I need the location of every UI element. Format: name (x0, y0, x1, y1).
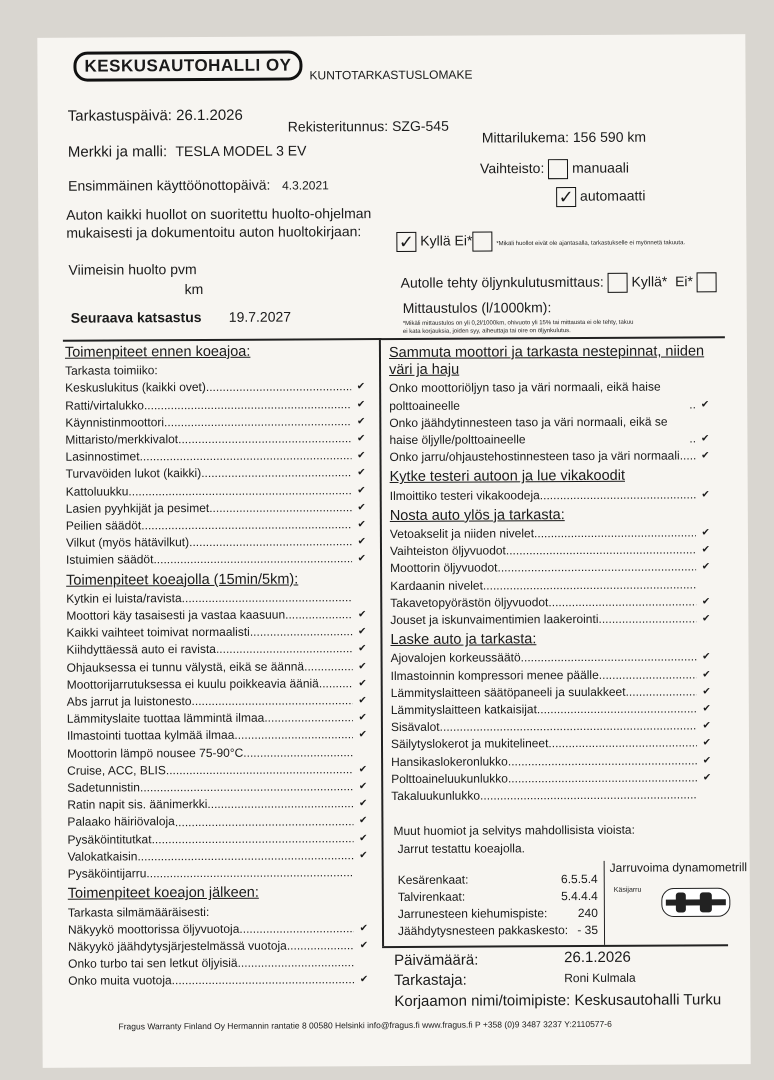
manual-label: manuaali (572, 159, 629, 176)
checklist-item (67, 675, 367, 694)
check-mark: ✔ (359, 922, 369, 934)
check-mark: ✔ (359, 940, 369, 952)
first-use-value: 4.3.2021 (282, 178, 329, 193)
checklist-item (68, 971, 368, 990)
checklist-item (67, 692, 367, 711)
check-mark: ✔ (358, 626, 367, 638)
checklist-item (389, 448, 709, 467)
checklist-item (65, 396, 365, 415)
tyre-value: - 35 (577, 922, 599, 938)
item-label: Lämmityslaitteen säätöpaneeli ja suulakkeet (390, 684, 626, 700)
checklist-item (390, 524, 710, 543)
remarks-label: Muut huomiot ja selvitys mahdollisista vioista: (393, 822, 635, 839)
checklist-item (391, 700, 711, 719)
checklist-item (67, 744, 367, 763)
dot-leader (508, 752, 697, 770)
shop-label: Korjaamon nimi/toimipiste: (394, 992, 571, 1011)
item-label: Pysäköintitutkat (67, 831, 152, 847)
item-label: Ilmastoinnin kompressori menee päälle (390, 667, 599, 683)
item-label: Mittaristo/merkkivalot (65, 432, 179, 447)
checklist-item (66, 499, 366, 518)
item-label: Näkyykö moottorissa öljyvuotoja (67, 921, 240, 937)
dot-leader (166, 761, 353, 779)
check-mark: ✔ (702, 737, 712, 749)
next-inspection-label: Seuraava katsastus (70, 309, 202, 326)
dot-leader (137, 847, 353, 865)
dot-leader (440, 718, 697, 737)
checklist-item (391, 769, 711, 788)
item-label: Ratin napit sis. äänimerkki (67, 797, 208, 812)
section-title: Nosta auto ylös ja tarkasta: (389, 506, 565, 524)
dot-leader (189, 533, 352, 551)
item-label: Onko moottoriöljyn taso ja väri normaali, eikä haise polttoaineelle (389, 380, 661, 413)
check-mark: ✔ (701, 450, 710, 462)
brake-divider (604, 861, 605, 945)
dot-leader (540, 486, 696, 504)
last-service-label: Viimeisin huolto pvm (68, 261, 197, 278)
checklist-item (66, 589, 366, 608)
check-mark: ✔ (358, 643, 367, 655)
check-mark: ✔ (357, 467, 366, 479)
dot-leader (164, 413, 351, 431)
item-label: Pysäköintijarru (67, 866, 147, 881)
manual-checkbox[interactable] (548, 159, 568, 179)
oil-no-checkbox[interactable] (697, 272, 717, 292)
item-label: Palaako häiriövaloja (67, 814, 175, 830)
section-subtitle: Tarkasta toimiiko: (65, 363, 158, 378)
dot-leader (216, 641, 353, 659)
item-label: Sadetunnistin (67, 780, 141, 795)
check-mark: ✔ (702, 720, 711, 732)
dot-leader (626, 683, 697, 701)
item-label: Ohjauksessa ei tunnu välystä, eikä se äännä (66, 659, 305, 675)
checklist-item (66, 606, 366, 625)
section-title: Laske auto ja tarkasta: (390, 631, 537, 649)
service-yes-checkbox[interactable]: ✓ (396, 232, 416, 252)
checklist-item (65, 430, 365, 449)
item-label: Abs jarrut ja luistonesto (66, 694, 192, 709)
check-mark: ✔ (359, 974, 369, 986)
checklist-item (65, 379, 365, 398)
section-title: Sammuta moottori ja tarkasta nestepinnat, niiden väri ja haju (388, 343, 705, 379)
item-label: Vetoakselit ja niiden nivelet (389, 526, 535, 542)
make-value: TESLA MODEL 3 EV (175, 142, 307, 160)
checklist-item (67, 727, 367, 746)
checklist-item (391, 666, 711, 685)
check-mark: ✔ (702, 686, 711, 698)
section-subtitle: Tarkasta silmämääräisesti: (67, 904, 210, 920)
item-label: Ajovalojen korkeussäätö (390, 650, 521, 666)
checklist-item (389, 379, 709, 415)
checklist-item (66, 623, 366, 642)
check-mark: ✔ (701, 544, 711, 556)
tyre-label: Kesärenkaat: (397, 872, 469, 887)
checklist-item (389, 413, 709, 449)
service-no-label: Ei* (454, 232, 473, 249)
sign-date-label: Päivämäärä: (394, 951, 479, 970)
dot-leader (153, 551, 352, 569)
dot-leader (599, 666, 697, 684)
dot-leader (146, 864, 353, 882)
check-mark: ✔ (357, 553, 367, 565)
check-mark: ✔ (702, 703, 711, 715)
checklist-item (68, 920, 368, 939)
checklist-item (390, 486, 710, 505)
tyre-row (398, 871, 598, 889)
first-use-label: Ensimmäinen käyttöönottopäivä: (68, 176, 271, 194)
check-mark: ✔ (357, 450, 366, 462)
item-label: Käynnistinmoottori (65, 415, 165, 430)
checklist-item (390, 610, 710, 629)
dot-leader (537, 700, 697, 718)
check-mark: ✔ (358, 781, 368, 793)
dot-leader (497, 559, 696, 577)
item-label: Kytkin ei luista/ravista (66, 590, 182, 606)
item-label: Moottorin öljyvuodot (390, 560, 498, 576)
item-label: Onko muita vuotoja (68, 973, 172, 989)
tyre-info (398, 871, 598, 940)
dot-leader (534, 524, 696, 542)
oil-note: *Mikäli mittaustulos on yli 0,2l/1000km, ohivuoto yli 15% tai mittausta ei ole tehty, takuu (402, 319, 634, 327)
checklist-item (67, 709, 367, 728)
item-label: Turvavöiden lukot (kaikki) (65, 466, 202, 482)
section-title: Kytke testeri autoon ja lue vikakoodit (389, 468, 626, 486)
handbrake-label: Käsijarru (613, 886, 642, 894)
check-mark: ✔ (357, 501, 366, 514)
odometer-label: Mittarilukema: (481, 129, 570, 146)
dot-leader (234, 727, 353, 745)
checklist-item (68, 954, 368, 973)
check-mark: ✔ (701, 527, 710, 539)
make-label: Merkki ja malli: (67, 143, 168, 161)
dot-leader (506, 542, 696, 560)
check-mark: ✔ (700, 398, 710, 411)
check-mark: ✔ (700, 433, 710, 445)
item-label: Vaihteiston öljyvuodot (389, 543, 506, 559)
service-text: Auton kaikki huollot on suoritettu huolto-ohjelman (66, 205, 372, 223)
inspection-form (37, 34, 750, 1068)
dot-leader (144, 396, 351, 414)
item-label: Lasien pyyhkijät ja pesimet (65, 500, 210, 516)
next-inspection-value: 19.7.2027 (228, 308, 292, 325)
dot-leader (521, 649, 697, 667)
dot-leader (250, 623, 353, 641)
dot-leader (206, 379, 351, 397)
check-mark: ✔ (359, 832, 368, 844)
checklist-item (68, 864, 368, 883)
check-mark: ✔ (357, 609, 367, 621)
item-label: Hansikaslokeronlukko (391, 754, 508, 769)
check-mark: ✔ (356, 398, 366, 410)
dot-leader (548, 735, 697, 753)
item-label: Onko jäähdytinnesteen taso ja väri normaali, eikä se haise öljylle/polttoaineelle (389, 414, 668, 448)
dot-leader (304, 658, 353, 675)
item-label: Moottori käy tasaisesti ja vastaa kaasuun (66, 607, 286, 623)
dot-leader (172, 972, 355, 990)
checklist-item (65, 447, 365, 466)
checklist-item (391, 683, 711, 702)
dot-leader (178, 430, 351, 448)
check-mark: ✔ (358, 678, 367, 690)
checklist-item (390, 559, 710, 578)
column-divider (379, 338, 384, 946)
odometer-value: 156 590 km (572, 128, 647, 146)
item-label: Peilien säädöt (65, 518, 142, 533)
dot-leader (285, 606, 352, 624)
dot-leader (264, 709, 353, 727)
item-label: Kardaanin nivelet (390, 578, 483, 593)
dot-leader (175, 813, 354, 831)
checklist-item (391, 735, 711, 754)
dot-leader (207, 796, 353, 814)
item-label: Vilkut (myös hätävilkut) (65, 535, 190, 550)
dot-leader (140, 778, 353, 796)
checklist-item (67, 830, 367, 849)
dot-leader (201, 465, 351, 483)
item-label: Valokatkaisin (67, 849, 138, 864)
dot-leader (243, 744, 353, 762)
section-title: Toimenpiteet koeajon jälkeen: (67, 885, 259, 903)
check-mark: ✔ (701, 561, 711, 573)
checklist-item (68, 847, 368, 866)
item-label: Moottorijarrutuksessa ei kuulu poikkeavia ääniä (66, 676, 319, 692)
reg-label: Rekisteritunnus: (287, 118, 389, 135)
check-mark: ✔ (357, 484, 366, 496)
dot-leader (508, 769, 697, 787)
service-no-checkbox[interactable] (472, 231, 492, 251)
item-label: Takaluukunlukko (391, 788, 481, 804)
tyre-row (398, 922, 598, 940)
dot-leader (152, 830, 354, 848)
dot-leader (209, 499, 352, 517)
item-label: Moottorin lämpö nousee 75-90°C (67, 745, 244, 761)
divider (382, 944, 728, 947)
checklist-item (391, 718, 711, 737)
item-label: Sisävalot (390, 720, 440, 735)
gearbox-label: Vaihteisto: (479, 159, 545, 177)
dot-leader (598, 610, 696, 628)
check-mark: ✔ (358, 660, 367, 672)
section-title: Toimenpiteet ennen koeajoa: (64, 343, 251, 361)
shop-value: Keskusautohalli Turku (574, 991, 722, 1010)
checklist-item (390, 576, 710, 595)
check-mark: ✔ (701, 613, 711, 625)
oil-test-label: Autolle tehty öljynkulutusmittaus: (400, 273, 604, 291)
item-label: Onko turbo tai sen letkut öljyisiä (68, 955, 238, 971)
check-mark: ✔ (358, 695, 367, 707)
dot-leader (483, 576, 696, 594)
item-label: Keskuslukitus (kaikki ovet) (65, 380, 206, 396)
check-mark: ✔ (358, 764, 368, 776)
checklist-item (66, 533, 366, 552)
check-mark: ✔ (358, 815, 368, 827)
checklist-item (391, 752, 711, 771)
item-label: Cruise, ACC, BLIS (67, 763, 166, 778)
brake-title: Jarruvoima dynamometrill (609, 860, 748, 875)
checklist-item (68, 937, 368, 956)
checklist-item (66, 516, 366, 535)
checklist-item (390, 542, 710, 561)
oil-yes-checkbox[interactable] (608, 273, 628, 293)
date-value: 26.1.2026 (176, 106, 243, 125)
tyre-value: 240 (577, 905, 598, 921)
dot-leader (182, 589, 353, 607)
car-icon (660, 884, 732, 920)
check-mark: ✔ (359, 850, 368, 862)
footer-text: Fragus Warranty Finland Oy Hermannin rantatie 8 00580 Helsinki info@fragus.fi www.fragus.fi P +358 (0)9 3487 3237 Y:2110577-6 (118, 1018, 612, 1032)
check-mark: ✔ (702, 669, 711, 681)
left-column (65, 340, 368, 990)
dot-leader (141, 516, 352, 534)
item-label: Onko jarru/ohjaustehostinnesteen taso ja väri normaali (389, 448, 680, 465)
check-mark: ✔ (701, 596, 711, 608)
section-title: Toimenpiteet koeajolla (15min/5km): (66, 571, 299, 589)
dot-leader (239, 920, 354, 938)
check-mark: ✔ (358, 798, 368, 810)
check-mark: ✔ (356, 433, 366, 445)
checklist-item (391, 786, 711, 805)
dot-leader (238, 954, 355, 972)
tyre-label: Jäähdytysnesteen pakkaskesto: (397, 923, 569, 938)
item-label: Kaikki vaihteet toimivat normaalisti (66, 625, 250, 640)
dot-leader (548, 593, 696, 611)
item-label: Jouset ja iskunvaimentimien laakerointi (390, 611, 599, 628)
item-label: Istuimien säädöt (66, 552, 154, 568)
checklist-item (67, 658, 367, 677)
checklist-item (67, 795, 367, 814)
checklist-item (66, 482, 366, 501)
service-yes-label: Kyllä (420, 232, 451, 249)
automatic-checkbox[interactable]: ✓ (556, 187, 576, 207)
oil-no-label: Ei* (675, 273, 694, 290)
dot-leader (140, 447, 352, 465)
item-label: Lämmityslaite tuottaa lämmintä ilmaa (66, 710, 265, 726)
dot-leader (319, 675, 353, 692)
dot-leader (287, 937, 354, 955)
oil-yes-label: Kyllä* (631, 273, 668, 290)
item-label: Lasinnostimet (65, 449, 140, 464)
last-service-km: km (184, 280, 204, 298)
check-mark: ✔ (356, 415, 366, 428)
item-label: Ratti/virtalukko (65, 397, 144, 413)
item-label: Säilytyslokerot ja mukitelineet (390, 736, 549, 752)
tyre-label: Jarrunesteen kiehumispiste: (397, 906, 548, 921)
oil-result-label: Mittaustulos (l/1000km): (402, 299, 552, 316)
tyre-row (398, 905, 598, 923)
checklist-item (391, 649, 711, 668)
item-label: Polttoaineluukunlukko (391, 771, 508, 786)
check-mark: ✔ (701, 488, 710, 501)
check-mark: ✔ (702, 772, 712, 784)
date-label: Tarkastuspäivä: (67, 107, 172, 125)
checklist-item (66, 465, 366, 484)
sign-date-value: 26.1.2026 (564, 948, 631, 967)
company-logo: KESKUSAUTOHALLI OY (73, 50, 302, 81)
inspector-label: Tarkastaja: (394, 971, 467, 990)
checklist-item (65, 413, 365, 432)
checklist-item (66, 641, 366, 660)
dot-leader (128, 482, 351, 500)
service-note: *Mikäli huollot eivät ole ajantasalla, tarkastukselle ei myönnetä takuuta. (496, 240, 686, 248)
service-text-2: mukaisesti ja dokumentoitu auton huoltokirjaan: (66, 223, 362, 241)
remarks-value: Jarrut testattu koeajolla. (397, 841, 526, 856)
check-mark: ✔ (358, 729, 367, 741)
item-label: Kattoluukku (65, 484, 129, 499)
item-label: Ilmastointi tuottaa kylmää ilmaa (66, 728, 235, 744)
tyre-row (398, 888, 598, 906)
check-mark: ✔ (702, 651, 711, 663)
check-mark: ✔ (356, 381, 366, 393)
item-label: Lämmityslaitteen katkaisijat (390, 702, 537, 718)
checklist-item (67, 761, 367, 780)
checklist-item (67, 778, 367, 797)
checklist-item (67, 813, 367, 832)
checklist-item (66, 551, 366, 570)
checklist-item (390, 593, 710, 612)
dot-leader (191, 692, 352, 710)
form-title: KUNTOTARKASTUSLOMAKE (309, 67, 473, 83)
check-mark: ✔ (702, 755, 712, 767)
check-mark: ✔ (358, 712, 367, 724)
dot-leader (480, 787, 697, 805)
tyre-value: 5.4.4.4 (561, 888, 598, 904)
right-column (389, 340, 711, 805)
tyre-value: 6.5.5.4 (560, 871, 598, 887)
inspector-value: Roni Kulmala (564, 970, 636, 986)
check-mark: ✔ (357, 536, 366, 548)
tyre-label: Talvirenkaat: (397, 889, 466, 904)
item-label: Takavetopyörästön öljyvuodot (390, 595, 549, 610)
check-mark: ✔ (357, 519, 366, 531)
oil-note-2: ei kata korjauksia, joiden syy, aiheuttaja tai oire on öljynkulutus. (402, 328, 571, 335)
item-label: Ilmoittiko testeri vikakoodeja (389, 487, 540, 503)
item-label: Näkyykö jäähdytysjärjestelmässä vuotoja (68, 938, 287, 954)
dot-leader (680, 448, 696, 465)
automatic-label: automaatti (579, 187, 646, 204)
item-label: Kiihdyttäessä auto ei ravista (66, 642, 216, 658)
reg-value: SZG-545 (392, 117, 449, 135)
